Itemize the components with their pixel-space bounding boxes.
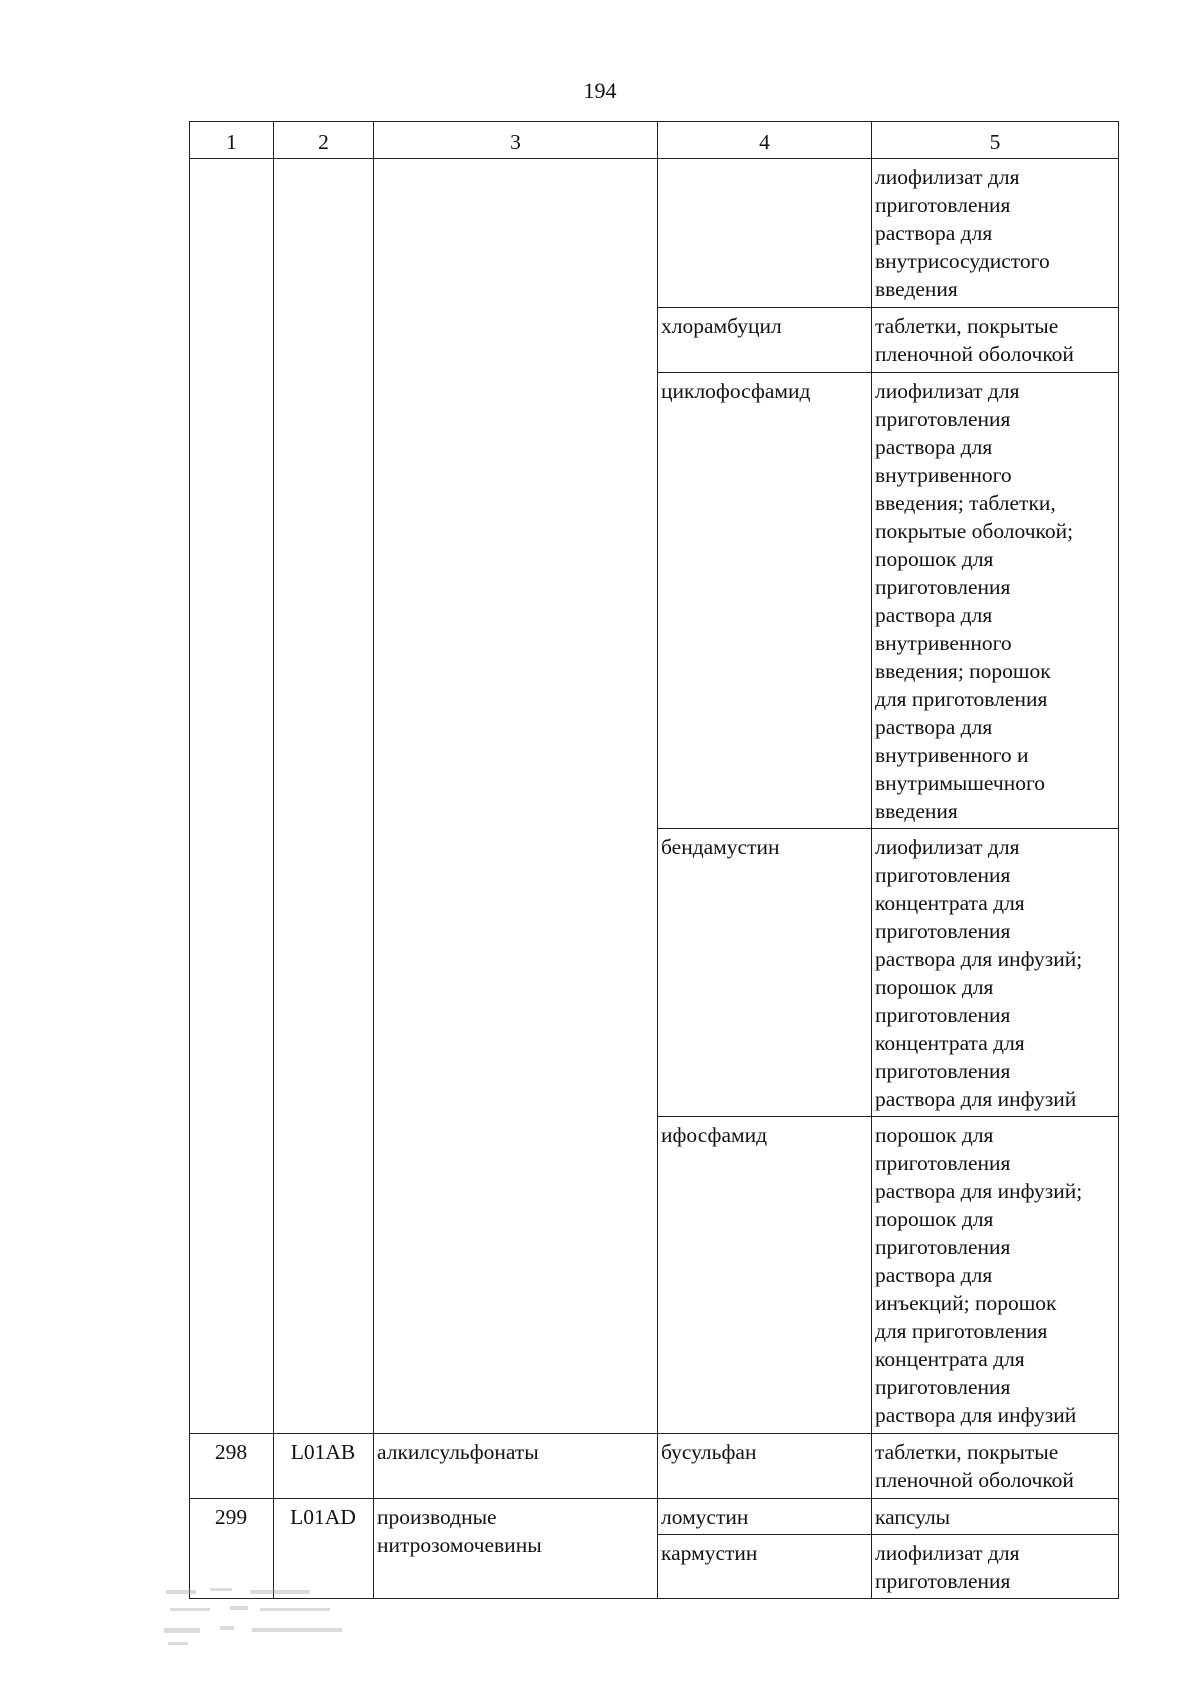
- drug-name-cell: [658, 159, 872, 308]
- dosage-form-cell: лиофилизат для приготовления раствора для внутривенного введения; таблетки, покрытые оболочкой; порошок для приготовления раствора для внутривенного введения; порошок для приготовления раствора для внутривенного и внутримышечного введения: [872, 373, 1119, 829]
- dosage-form-cell: лиофилизат для приготовления концентрата для приготовления раствора для инфузий; порошок для приготовления концентрата для приготовления раствора для инфузий: [872, 829, 1119, 1117]
- atc-code-cell: L01AD: [274, 1499, 374, 1599]
- dosage-form-cell: порошок для приготовления раствора для инфузий; порошок для приготовления раствора для инъекций; порошок для приготовления концентрата для приготовления раствора для инфузий: [872, 1117, 1119, 1434]
- row-number-cell: 299: [190, 1499, 274, 1599]
- group-cell: алкилсульфонаты: [374, 1434, 658, 1499]
- dosage-form-cell: лиофилизат для приготовления: [872, 1535, 1119, 1599]
- dosage-form-cell: лиофилизат для приготовления раствора для внутрисосудистого введения: [872, 159, 1119, 308]
- header-cell-3: 3: [374, 122, 658, 159]
- dosage-form-cell: таблетки, покрытые пленочной оболочкой: [872, 308, 1119, 373]
- group-cell: производные нитрозомочевины: [374, 1499, 658, 1599]
- header-cell-2: 2: [274, 122, 374, 159]
- table-row: [190, 1499, 1119, 1535]
- group-cell: [374, 159, 658, 1434]
- atc-code-cell: [274, 159, 374, 1434]
- faded-stamp-mark: [160, 1582, 370, 1652]
- header-cell-4: 4: [658, 122, 872, 159]
- drug-name-cell: ифосфамид: [658, 1117, 872, 1434]
- drug-name-cell: циклофосфамид: [658, 373, 872, 829]
- drug-name-cell: бендамустин: [658, 829, 872, 1117]
- row-number-cell: [190, 159, 274, 1434]
- drug-table: [189, 121, 1119, 1599]
- drug-name-cell: ломустин: [658, 1499, 872, 1535]
- dosage-form-cell: капсулы: [872, 1499, 1119, 1535]
- drug-name-cell: хлорамбуцил: [658, 308, 872, 373]
- header-cell-1: 1: [190, 122, 274, 159]
- drug-name-cell: кармустин: [658, 1535, 872, 1599]
- table-row: [190, 1434, 1119, 1499]
- table-row: [190, 159, 1119, 308]
- drug-name-cell: бусульфан: [658, 1434, 872, 1499]
- header-cell-5: 5: [872, 122, 1119, 159]
- header-row: [190, 122, 1119, 159]
- atc-code-cell: L01AB: [274, 1434, 374, 1499]
- dosage-form-cell: таблетки, покрытые пленочной оболочкой: [872, 1434, 1119, 1499]
- row-number-cell: 298: [190, 1434, 274, 1499]
- page-number: 194: [583, 78, 617, 103]
